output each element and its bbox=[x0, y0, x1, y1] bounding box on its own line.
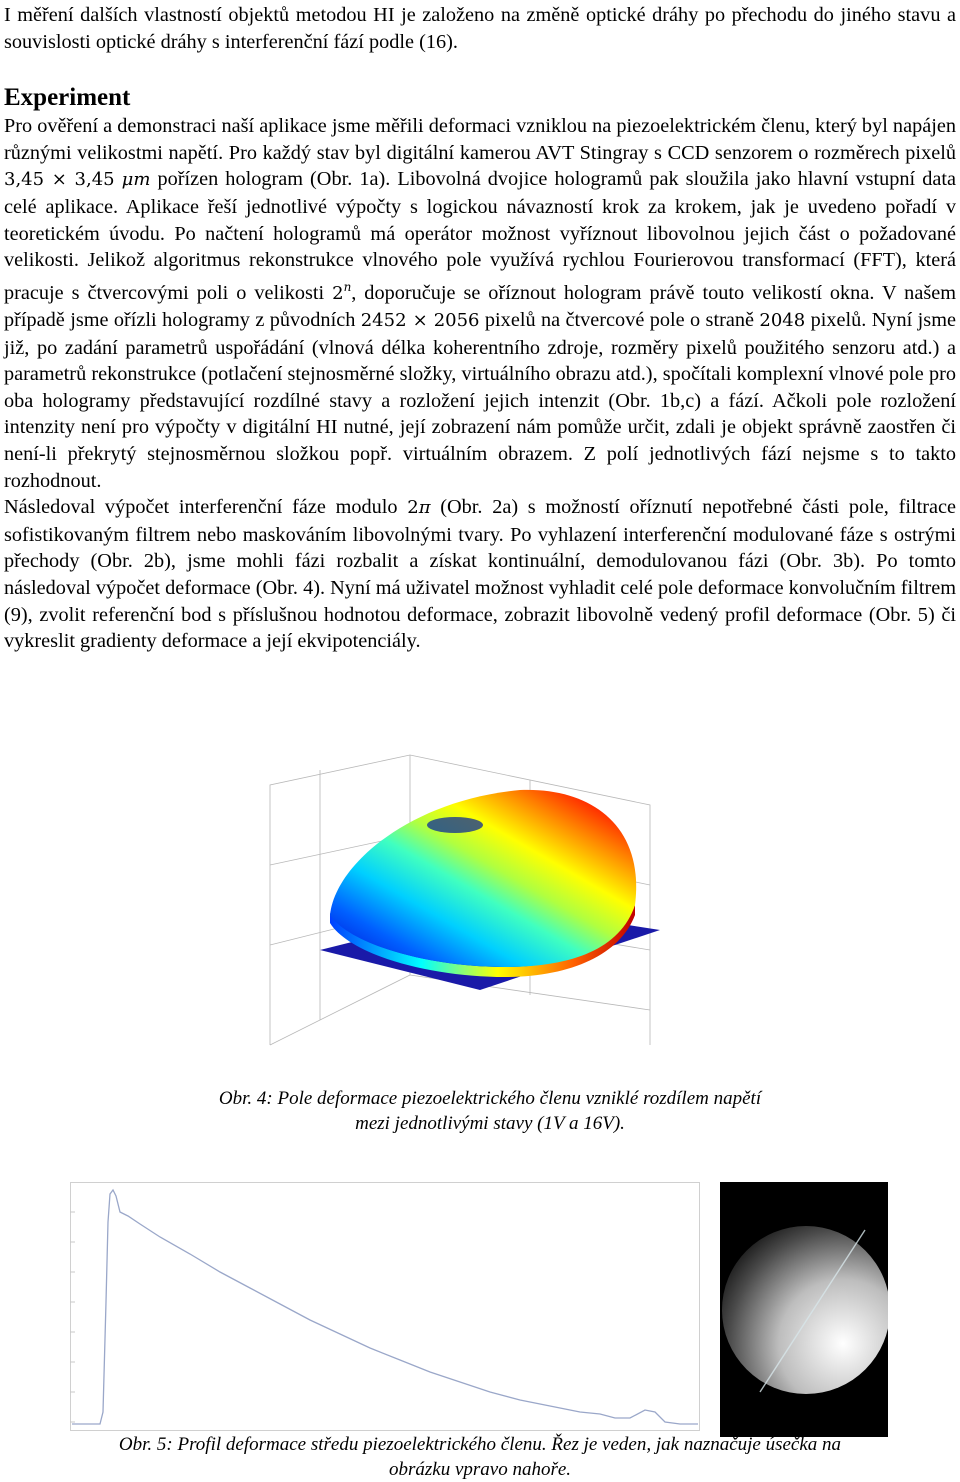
figure-5-profile-plot bbox=[70, 1182, 700, 1432]
surface-top bbox=[330, 790, 636, 967]
figure-5-caption-line-1: Obr. 5: Profil deformace středu piezoelektrického členu. Řez je veden, jak naznačuje úsečka na bbox=[118, 1434, 842, 1455]
figure-5-caption bbox=[60, 1432, 900, 1482]
figure-4-deformation-surface bbox=[250, 745, 680, 1090]
para1-text-5: pixelů. Nyní jsme již, po zadání parametrů uspořádání (vlnová délka koherentního zdroje, rozměry pixelů použitého senzoru atd.) a parametrů rekonstrukce (potlačení stejnosměrné složky, virtuálního obrazu atd.), spočítali komplexní vlnové pole pro oba hologramy představující rozdílné stavy a rozložení jejich intenzit (Obr. 1b,c) a fází. Ačkoli pole rozložení intenzity není pro výpočty v digitální HI nutné, její zobrazení nám pomůže určit, zdali je objekt správně zaostřen či není-li překrytý stejnosměrnou složkou popř. virtuálním obrazem. Z polí jednotlivých fází nejsme s to takto rozhodnout. bbox=[4, 309, 956, 492]
paragraph-experiment-1 bbox=[4, 113, 956, 494]
math-original-size: 2452 × 2056 bbox=[360, 310, 480, 332]
figure-5-caption-line-2: obrázku vpravo nahoře. bbox=[388, 1459, 572, 1480]
para1-text-3: , doporučuje se oříznout hologram právě touto velikostí okna. V našem případě jsme ořízli hologramy z původních bbox=[4, 281, 956, 332]
math-two: 2 bbox=[332, 282, 344, 304]
para2-text-2: (Obr. 2a) s možností oříznutí nepotřebné části pole, filtrace sofistikovaným filtrem nebo maskováním libovolnými tvary. Po vyhlazení interferenční modulované fáze s ostrými přechody (Obr. 2b), jsme mohli fázi rozbalit a získat kontinuální, demodulovanou fázi (Obr. 3b). Po tomto následoval výpočet deformace (Obr. 4). Nyní má uživatel možnost vyhladit celé pole deformace konvolučním filtrem (9), zvolit referenční bod s příslušnou hodnotou deformace, zobrazit libovolně vedený profil deformace (Obr. 5) či vykreslit gradienty deformace a její ekvipotenciály. bbox=[4, 496, 956, 653]
para1-text-1: Pro ověření a demonstraci naší aplikace jsme měřili deformaci vzniklou na piezoelektrickém členu, který byl napájen různými velikostmi napětí. Pro každý stav byl digitální kamerou AVT Stingray s CCD senzorem o rozměrech pixelů bbox=[4, 115, 956, 164]
figure-4-caption-line-2: mezi jednotlivými stavy (1V a 16V). bbox=[355, 1113, 625, 1134]
plot-frame bbox=[71, 1183, 700, 1431]
section-heading: Experiment bbox=[4, 84, 131, 112]
intro-paragraph: I měření dalších vlastností objektů metodou HI je založeno na změně optické dráhy po přechodu do jiného stavu a souvislosti optické dráhy s interferenční fází podle (16). bbox=[4, 4, 956, 53]
figure-4-caption bbox=[150, 1086, 830, 1136]
sample-disc bbox=[722, 1226, 888, 1394]
figure-4-caption-line-1: Obr. 4: Pole deformace piezoelektrického členu vzniklé rozdílem napětí bbox=[218, 1088, 762, 1109]
para1-text-4: pixelů na čtvercové pole o straně bbox=[479, 309, 760, 332]
surface-center-spot bbox=[427, 817, 483, 833]
math-unit-um: μm bbox=[121, 169, 151, 191]
math-2: 2 bbox=[407, 497, 419, 519]
math-exponent-n: n bbox=[343, 279, 352, 294]
figure-5-grayscale-image bbox=[720, 1182, 888, 1437]
math-pixel-size: 3,45 × 3,45 bbox=[4, 169, 115, 191]
para1-text-2: pořízen hologram (Obr. 1a). Libovolná dvojice hologramů pak sloužila jako hlavní vstupní data celé aplikace. Aplikace řeší jednotlivé výpočty s logickou návazností krok za krokem, jak je uvedeno pořadí v teoretickém úvodu. Po načtení hologramů má operátor možnost vyříznout libovolnou jejich část o požadované velikosti. Jelikož algoritmus rekonstrukce vlnového pole využívá rychlou Fourierovou transformací (FFT), která pracuje s čtvercovými poli o velikosti bbox=[4, 168, 956, 304]
math-side-2048: 2048 bbox=[759, 310, 806, 332]
document-page bbox=[4, 0, 956, 655]
para2-text-1: Následoval výpočet interferenční fáze modulo bbox=[4, 496, 408, 519]
paragraph-experiment-2 bbox=[4, 494, 956, 655]
math-pi: π bbox=[418, 497, 431, 519]
